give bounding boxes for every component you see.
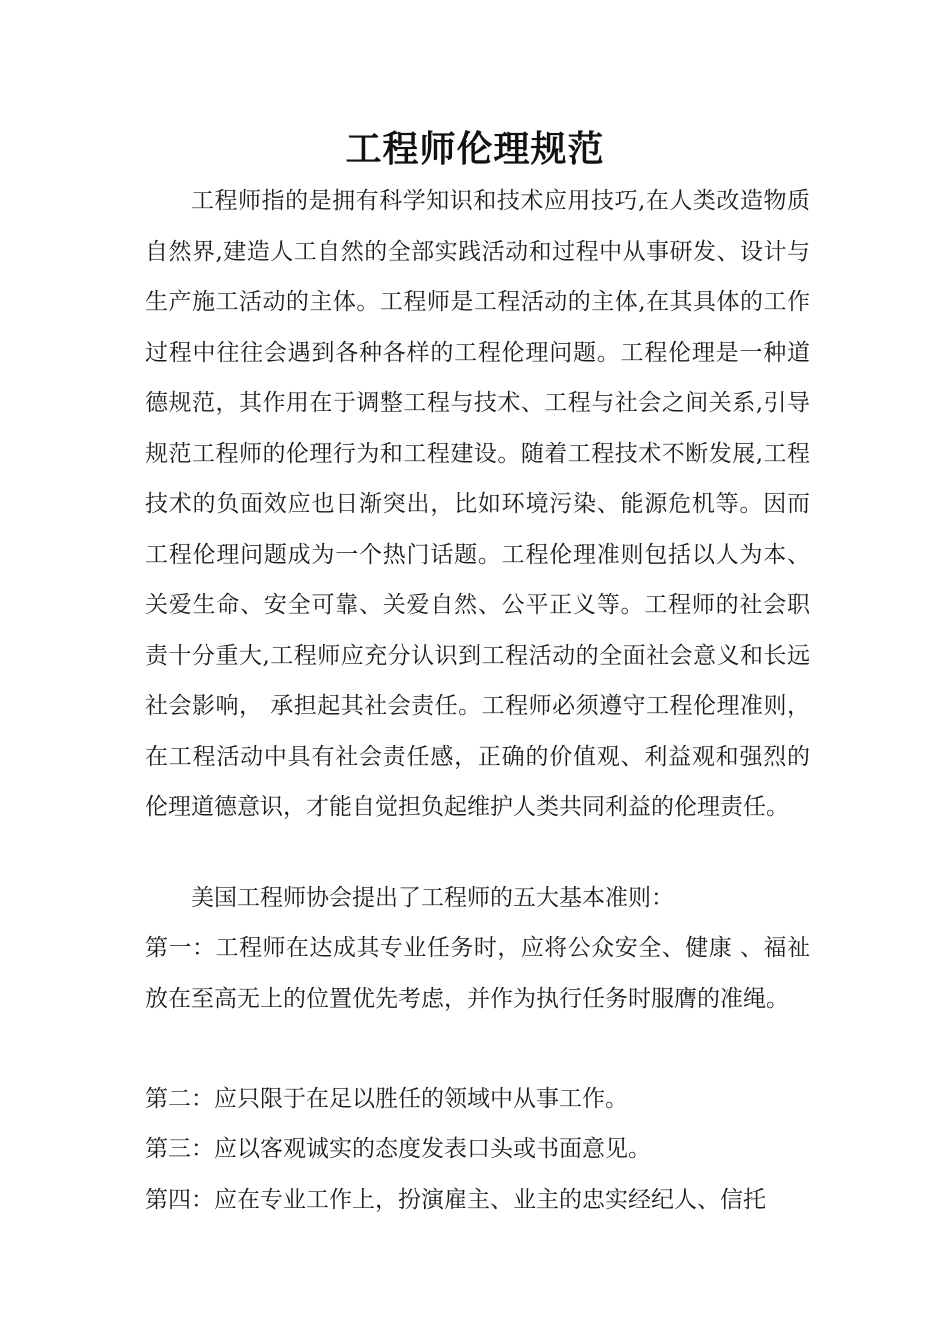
- document-title: 工程师伦理规范: [345, 129, 605, 170]
- rule-first: 第一：工程师在达成其专业任务时，应将公众安全、健康 、福祉放在至高无上的位置优先考虑，并作为执行任务时服膺的准绳。: [145, 935, 810, 1012]
- rule-second: 第二：应只限于在足以胜任的领域中从事工作。: [145, 1086, 628, 1112]
- principles-intro-paragraph: 美国工程师协会提出了工程师的五大基本准则：: [191, 885, 674, 911]
- rule-fourth: 第四：应在专业工作上，扮演雇主、业主的忠实经纪人、信托: [145, 1187, 766, 1213]
- intro-paragraph: 工程师指的是拥有科学知识和技术应用技巧,在人类改造物质自然界,建造人工自然的全部实践活动和过程中从事研发、设计与生产施工活动的主体。工程师是工程活动的主体,在其具体的工作过程中往往会遇到各种各样的工程伦理问题。工程伦理是一种道德规范，其作用在于调整工程与技术、工程与社会之间关系,引导规范工程师的伦理行为和工程建设。随着工程技术不断发展,工程技术的负面效应也日渐突出，比如环境污染、能源危机等。因而工程伦理问题成为一个热门话题。工程伦理准则包括以人为本、关爱生命、安全可靠、关爱自然、公平正义等。工程师的社会职责十分重大,工程师应充分认识到工程活动的全面社会意义和长远社会影响， 承担起其社会责任。工程师必须遵守工程伦理准则，在工程活动中具有社会责任感，正确的价值观、利益观和强烈的伦理道德意识，才能自觉担负起维护人类共同利益的伦理责任。: [145, 188, 810, 820]
- rule-third: 第三：应以客观诚实的态度发表口头或书面意见。: [145, 1136, 651, 1162]
